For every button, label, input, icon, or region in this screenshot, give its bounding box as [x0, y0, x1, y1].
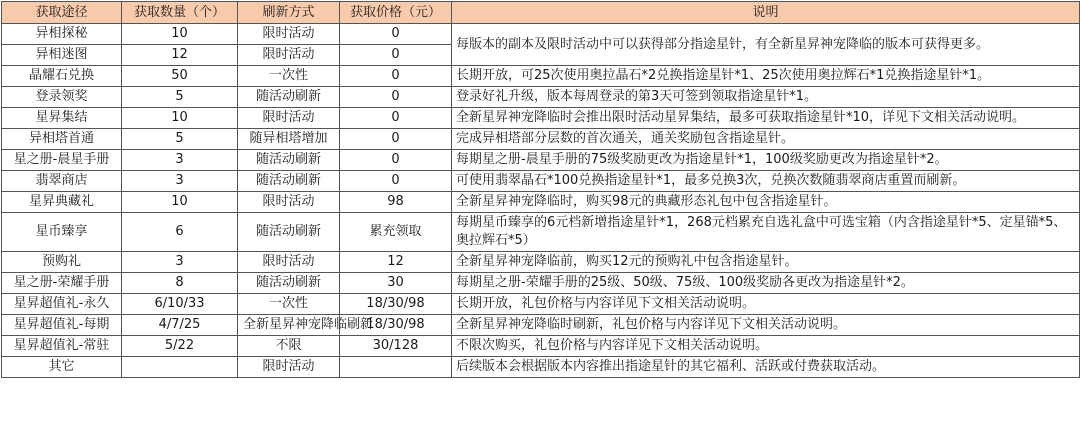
- cell-description: 登录好礼升级，版本每周登录的第3天可签到领取指途星针*1。: [452, 87, 1080, 108]
- cell-source: 其它: [2, 357, 122, 378]
- cell-refresh: 限时活动: [238, 108, 340, 129]
- cell-refresh: 一次性: [238, 294, 340, 315]
- cell-quantity: 8: [122, 273, 238, 294]
- cell-description: 全新星昇神宠降临时会推出限时活动星昇集结，最多可获取指途星针*10，详见下文相关活动说明。: [452, 108, 1080, 129]
- header-refresh: 刷新方式: [238, 2, 340, 24]
- cell-price: 18/30/98: [340, 315, 452, 336]
- cell-refresh: 限时活动: [238, 252, 340, 273]
- star-needle-source-table: [1, 1, 1080, 378]
- cell-quantity: 3: [122, 171, 238, 192]
- cell-source: 星之册-荣耀手册: [2, 273, 122, 294]
- cell-description: 完成异相塔部分层数的首次通关，通关奖励包含指途星针。: [452, 129, 1080, 150]
- cell-source: 星昇超值礼-每期: [2, 315, 122, 336]
- table-row: [2, 108, 1080, 129]
- cell-price: 0: [340, 108, 452, 129]
- table-row: [2, 150, 1080, 171]
- cell-source: 登录领奖: [2, 87, 122, 108]
- cell-source: 晶耀石兑换: [2, 66, 122, 87]
- cell-price: 0: [340, 129, 452, 150]
- table-row: [2, 192, 1080, 213]
- cell-refresh: 随活动刷新: [238, 171, 340, 192]
- cell-quantity: 6: [122, 213, 238, 252]
- cell-description: 每期星之册-荣耀手册的25级、50级、75级、100级奖励各更改为指途星针*2。: [452, 273, 1080, 294]
- cell-price: 0: [340, 150, 452, 171]
- cell-description: 长期开放，可25次使用奥拉晶石*2兑换指途星针*1、25次使用奥拉辉石*1兑换指途星针*1。: [452, 66, 1080, 87]
- header-description: 说明: [452, 2, 1080, 24]
- cell-price: 累充领取: [340, 213, 452, 252]
- cell-price: 0: [340, 24, 452, 45]
- cell-description: 每期星币臻享的6元档新增指途星针*1，268元档累充自选礼盒中可选宝箱（内含指途星针*5、定星锚*5、奥拉辉石*5）: [452, 213, 1080, 252]
- cell-description: 长期开放，礼包价格与内容详见下文相关活动说明。: [452, 294, 1080, 315]
- cell-price: [340, 357, 452, 378]
- cell-refresh: 随异相塔增加: [238, 129, 340, 150]
- cell-source: 星昇典藏礼: [2, 192, 122, 213]
- table-row: [2, 171, 1080, 192]
- cell-source: 异相迷图: [2, 45, 122, 66]
- table-row: [2, 336, 1080, 357]
- header-source: 获取途径: [2, 2, 122, 24]
- cell-refresh: 限时活动: [238, 45, 340, 66]
- cell-refresh: 随活动刷新: [238, 150, 340, 171]
- cell-quantity: 5: [122, 87, 238, 108]
- header-quantity: 获取数量（个）: [122, 2, 238, 24]
- cell-quantity: 4/7/25: [122, 315, 238, 336]
- cell-price: 0: [340, 66, 452, 87]
- cell-price: 30/128: [340, 336, 452, 357]
- cell-refresh: 全新星昇神宠降临刷新: [238, 315, 340, 336]
- cell-price: 0: [340, 87, 452, 108]
- table-row: [2, 87, 1080, 108]
- cell-source: 星昇集结: [2, 108, 122, 129]
- cell-source: 异相探秘: [2, 24, 122, 45]
- cell-quantity: 5: [122, 129, 238, 150]
- cell-description: 全新星昇神宠降临前，购买12元的预购礼中包含指途星针。: [452, 252, 1080, 273]
- cell-price: 18/30/98: [340, 294, 452, 315]
- cell-price: 0: [340, 171, 452, 192]
- header-row: [2, 2, 1080, 24]
- cell-source: 星币臻享: [2, 213, 122, 252]
- cell-refresh: 不限: [238, 336, 340, 357]
- cell-quantity: 10: [122, 192, 238, 213]
- table-row: [2, 315, 1080, 336]
- cell-description: 全新星昇神宠降临时，购买98元的典藏形态礼包中包含指途星针。: [452, 192, 1080, 213]
- cell-quantity: 50: [122, 66, 238, 87]
- table-row: [2, 273, 1080, 294]
- cell-description: 全新星昇神宠降临时刷新，礼包价格与内容详见下文相关活动说明。: [452, 315, 1080, 336]
- table-row: [2, 294, 1080, 315]
- cell-refresh: 随活动刷新: [238, 213, 340, 252]
- cell-refresh: 限时活动: [238, 192, 340, 213]
- cell-description: 后续版本会根据版本内容推出指途星针的其它福利、活跃或付费获取活动。: [452, 357, 1080, 378]
- cell-price: 98: [340, 192, 452, 213]
- cell-refresh: 限时活动: [238, 24, 340, 45]
- cell-source: 星昇超值礼-永久: [2, 294, 122, 315]
- cell-description: 每期星之册-晨星手册的75级奖励更改为指途星针*1，100级奖励更改为指途星针*2。: [452, 150, 1080, 171]
- cell-quantity: 5/22: [122, 336, 238, 357]
- cell-source: 预购礼: [2, 252, 122, 273]
- table-row: [2, 252, 1080, 273]
- cell-refresh: 随活动刷新: [238, 273, 340, 294]
- cell-quantity: 3: [122, 150, 238, 171]
- cell-quantity: 10: [122, 24, 238, 45]
- cell-source: 星昇超值礼-常驻: [2, 336, 122, 357]
- cell-price: 0: [340, 45, 452, 66]
- cell-price: 12: [340, 252, 452, 273]
- cell-refresh: 随活动刷新: [238, 87, 340, 108]
- header-price: 获取价格（元）: [340, 2, 452, 24]
- cell-quantity: 12: [122, 45, 238, 66]
- table-row: [2, 66, 1080, 87]
- cell-quantity: 10: [122, 108, 238, 129]
- cell-quantity: 3: [122, 252, 238, 273]
- cell-refresh: 一次性: [238, 66, 340, 87]
- cell-source: 异相塔首通: [2, 129, 122, 150]
- cell-description: 每版本的副本及限时活动中可以获得部分指途星针，有全新星昇神宠降临的版本可获得更多。: [452, 24, 1080, 66]
- cell-description: 可使用翡翠晶石*100兑换指途星针*1，最多兑换3次，兑换次数随翡翠商店重置而刷新。: [452, 171, 1080, 192]
- cell-quantity: 6/10/33: [122, 294, 238, 315]
- table-row: [2, 213, 1080, 252]
- cell-quantity: [122, 357, 238, 378]
- cell-source: 星之册-晨星手册: [2, 150, 122, 171]
- cell-refresh: 限时活动: [238, 357, 340, 378]
- cell-source: 翡翠商店: [2, 171, 122, 192]
- table-row: [2, 129, 1080, 150]
- table-row: [2, 357, 1080, 378]
- cell-description: 不限次购买，礼包价格与内容详见下文相关活动说明。: [452, 336, 1080, 357]
- table-row: [2, 24, 1080, 45]
- cell-price: 30: [340, 273, 452, 294]
